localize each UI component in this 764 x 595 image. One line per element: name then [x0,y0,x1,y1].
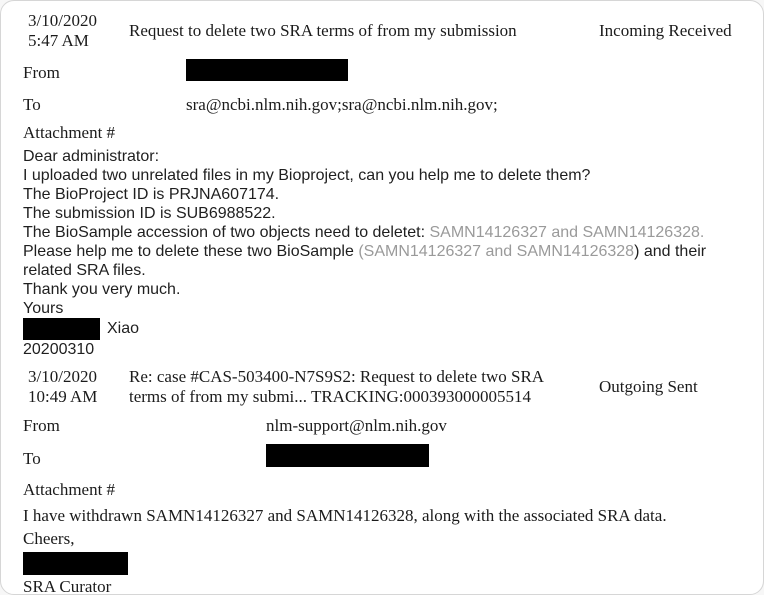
signature-title: SRA Curator [23,577,112,595]
body-line [23,242,751,261]
message-date: 3/10/2020 [28,11,97,30]
redacted-from-address [186,59,348,81]
accession-ids: (SAMN14126327 and SAMN14126328 [358,243,635,260]
message-status: Outgoing Sent [599,377,698,397]
message-datetime [23,367,125,407]
email-message-outgoing [23,367,751,595]
to-value: sra@ncbi.nlm.nih.gov;sra@ncbi.nlm.nih.gov; [186,95,498,114]
from-row [23,59,751,86]
message-header [23,11,751,51]
body-line: Yours [23,300,64,317]
from-value [186,59,751,86]
from-label: From [23,416,60,436]
message-date: 3/10/2020 [28,367,97,387]
to-label: To [23,95,41,114]
signature-suffix: Xiao [107,320,140,338]
body-text: Please help me to delete these two BioSample [23,243,359,260]
body-line: 20200310 [23,341,95,359]
message-header [23,367,751,407]
message-body [23,504,751,595]
body-line: related SRA files. [23,262,146,279]
accession-ids: SAMN14126327 and SAMN14126328. [429,224,705,241]
body-line: Thank you very much. [23,281,181,298]
to-row [23,444,751,472]
from-label: From [23,63,60,82]
attachment-label: Attachment # [23,480,116,500]
from-value: nlm-support@nlm.nih.gov [266,416,447,436]
subject-line-1: Re: case #CAS-503400-N7S9S2: Request to delete two SRA [129,367,545,387]
body-line: I have withdrawn SAMN14126327 and SAMN14126328, along with the associated SRA data. [23,506,667,526]
signature-line [23,318,751,340]
redacted-signature-name [23,318,100,340]
body-line [23,223,751,242]
message-time: 5:47 AM [28,31,89,50]
message-subject: Request to delete two SRA terms of from my submission [129,21,517,40]
body-line: The BioProject ID is PRJNA607174. [23,186,280,203]
body-text: ) and their [634,243,707,260]
message-time: 10:49 AM [28,387,98,407]
body-line: I uploaded two unrelated files in my Bioproject, can you help me to delete them? [23,167,591,184]
body-text: The BioSample accession of two objects need to deletet: [23,224,430,241]
redacted-signature-name [23,552,128,575]
from-row [23,415,751,436]
subject-line-2: terms of from my submi... TRACKING:000393000005514 [129,387,532,407]
to-row [23,94,751,115]
message-status: Incoming Received [599,21,732,40]
message-datetime [23,11,125,51]
body-line: Cheers, [23,529,75,549]
body-line: Dear administrator: [23,148,160,165]
to-label: To [23,448,41,468]
attachment-label: Attachment # [23,123,116,142]
to-value [266,444,751,472]
message-subject [129,367,595,407]
body-line: The submission ID is SUB6988522. [23,205,276,222]
redacted-to-address [266,444,429,467]
message-body [23,147,751,359]
email-message-incoming [23,11,751,359]
